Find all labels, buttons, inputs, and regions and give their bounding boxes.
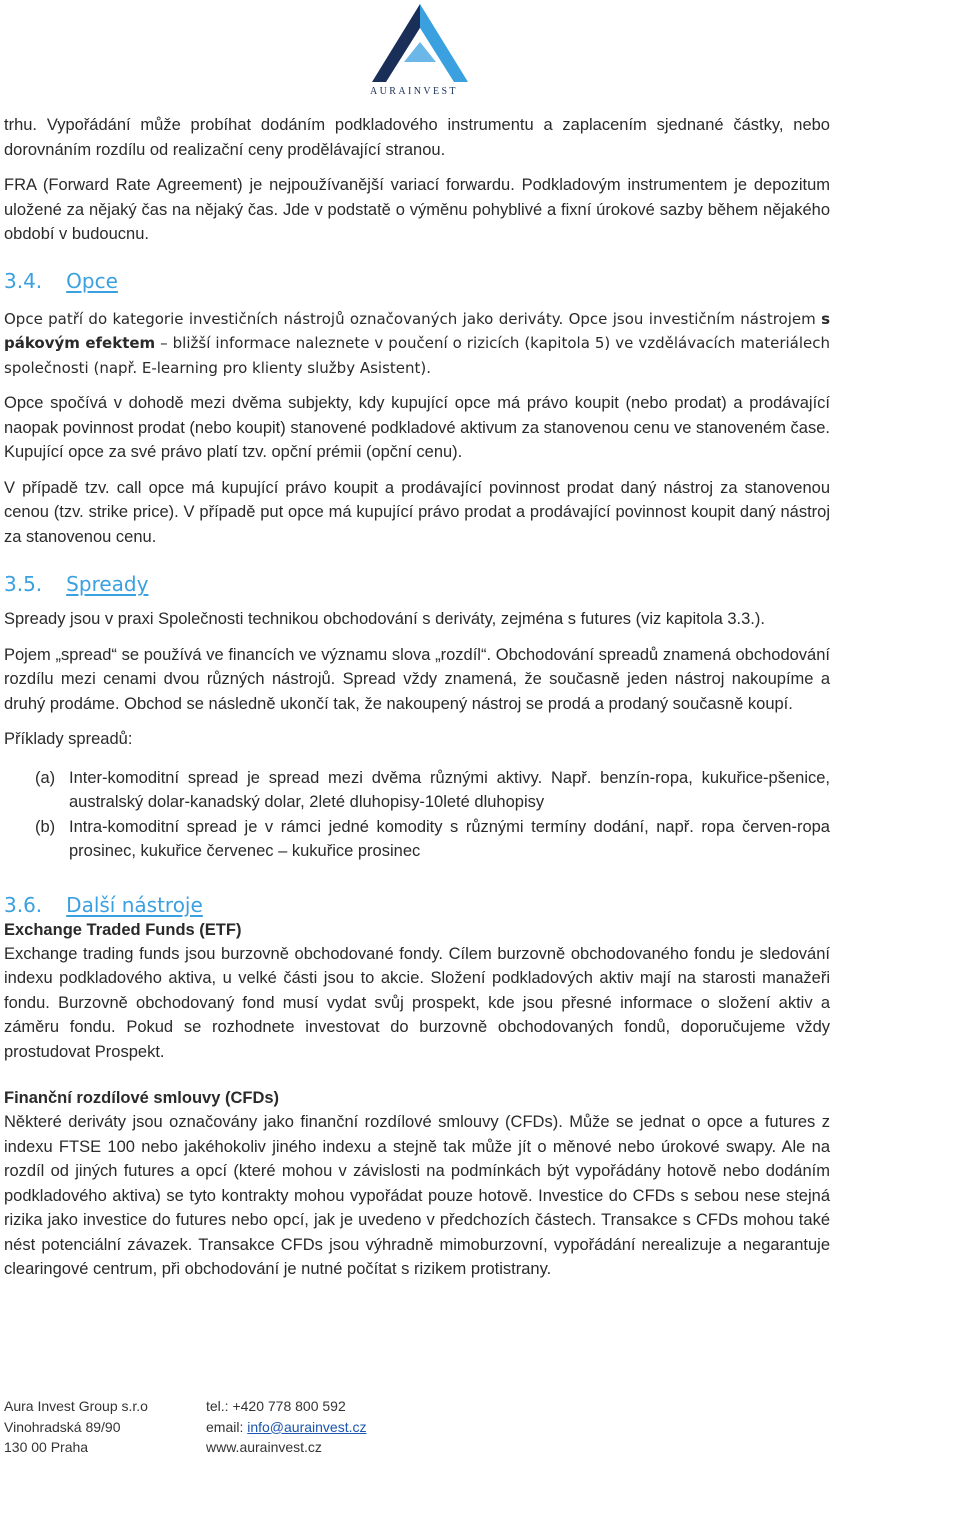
spready-paragraph-1: Spready jsou v praxi Společnosti technikou obchodování s deriváty, zejména s futures (viz kapitola 3.3.).	[4, 610, 765, 628]
section-title: Další nástroje	[66, 892, 203, 917]
intro-paragraph-1: trhu. Vypořádání může probíhat dodáním podkladového instrumentu a zaplacením sjednané částky, nebo dorovnáním rozdílu od realizační ceny prodělávající stranou.	[4, 116, 830, 159]
city-address: 130 00 Praha	[4, 1439, 89, 1455]
phone-number: tel.: +420 778 800 592	[206, 1398, 346, 1414]
opce-paragraph-1: Opce patří do kategorie investičních nástrojů označovaných jako deriváty. Opce jsou investičním nástrojem s pákovým efektem – bližší informace naleznete v poučení o rizicích (kapitola 5) ve vzdělávacích materiálech společnosti (např. E-learning pro klienty služby Asistent).	[4, 309, 831, 377]
email-link[interactable]: info@aurainvest.cz	[247, 1418, 367, 1435]
spready-examples-label: Příklady spreadů:	[4, 730, 133, 748]
street-address: Vinohradská 89/90	[4, 1418, 121, 1435]
opce-paragraph-3: V případě tzv. call opce má kupující právo koupit a prodávající povinnost prodat daný nástroj za stanovenou cenou (tzv. strike price). V případě put opce má kupující právo prodat a prodávající povinnost koupit daný nástroj za stanovenou cenu.	[4, 478, 830, 546]
list-item	[4, 815, 830, 864]
footer-address	[4, 1396, 148, 1458]
list-item-text: Inter-komoditní spread je spread mezi dvěma různými aktivy. Např. benzín-ropa, kukuřice-pšenice, australský dolar-kanadský dolar, 2leté dluhopisy-10leté dluhopisy	[69, 768, 830, 811]
company-name: Aura Invest Group s.r.o	[4, 1398, 148, 1414]
cfd-heading: Finanční rozdílové smlouvy (CFDs)	[4, 1089, 280, 1107]
list-item	[4, 766, 830, 815]
document-body	[4, 113, 830, 1282]
intro-paragraph-2	[4, 173, 830, 247]
list-item-text: Intra-komoditní spread je v rámci jedné komodity s různými termíny dodání, např. ropa červen-ropa prosinec, kukuřice červenec – kukuřice prosinec	[69, 817, 830, 860]
section-number: 3.6.	[4, 892, 43, 917]
logo-mark-icon	[344, 2, 484, 86]
section-title: Opce	[66, 268, 118, 293]
leverage-term: s pákovým efektem	[4, 309, 831, 352]
cfd-paragraph: Některé deriváty jsou označovány jako finanční rozdílové smlouvy (CFDs). Může se jednat o opce a futures z indexu FTSE 100 nebo jakéhokoliv jiného indexu a stejně tak může jít o měnové nebo úrokové swapy. Ale na rozdíl od jiných futures a opcí (které mohou v závislosti na podmínkách být vypořádány hotově nebo dodáním podkladového aktiva) se tyto kontrakty mohou vypořádat pouze hotově. Investice do CFDs s sebou nese stejná rizika jako investice do futures nebo opcí, jak je uvedeno v předchozích částech. Transakce s CFDs mohou také nést potenciální závazek. Transakce CFDs jsou výhradně mimoburzovní, vypořádání nerealizuje a negarantuje clearingové centrum, při obchodování je nutné počítat s rizikem protistrany.	[4, 1113, 830, 1278]
list-marker: (a)	[35, 768, 56, 787]
list-marker: (b)	[35, 817, 56, 836]
logo-wordmark: AURAINVEST	[370, 86, 458, 97]
opce-paragraph-2: Opce spočívá v dohodě mezi dvěma subjekty, kdy kupující opce má právo koupit (nebo prodat) a prodávající naopak povinnost prodat (nebo koupit) stanovené podkladové aktivum za stanovenou cenu ve stanoveném čase. Kupující opce za své právo platí tzv. opční prémii (opční cenu).	[4, 394, 830, 461]
section-heading-opce	[4, 268, 830, 294]
etf-paragraph: Exchange trading funds jsou burzovně obchodované fondy. Cílem burzovně obchodovaného fondu je sledování indexu podkladového aktiva, u velké části jsou to akcie. Složení podkladových aktiv mají na starosti manažeři fondu. Burzovně obchodovaný fond musí vydat svůj prospekt, kde jsou přesné informace o složení aktiv a záměru fondu. Pokud se rozhodnete investovat do burzovně obchodovaných fondů, doporučujeme vždy prostudovat Prospekt.	[4, 944, 830, 1061]
section-title: Spready	[66, 572, 149, 596]
etf-heading: Exchange Traded Funds (ETF)	[4, 920, 242, 939]
company-logo	[344, 2, 484, 98]
fra-explanation: Jde v podstatě o výměnu pohyblivé a fixní úrokové sazby během nějakého období v budoucnu.	[4, 200, 830, 243]
website: www.aurainvest.cz	[206, 1439, 322, 1455]
section-number: 3.4.	[4, 268, 43, 293]
footer-contact	[206, 1396, 367, 1458]
spready-paragraph-2: Pojem „spread“ se používá ve financích ve významu slova „rozdíl“. Obchodování spreadů znamená obchodování rozdílu mezi cenami dvou různých nástrojů. Spread vždy znamená, že současně jeden nástroj nakoupíme a druhý prodáme. Obchod se následně ukončí tak, že nakoupený nástroj se prodá a prodaný současně koupí.	[4, 645, 830, 713]
spread-examples-list	[4, 766, 830, 864]
email-line: email: info@aurainvest.cz	[206, 1418, 367, 1435]
section-heading-spready	[4, 571, 830, 597]
section-number: 3.5.	[4, 572, 43, 596]
fra-definition: FRA (Forward Rate Agreement) je nejpoužívanější variací forwardu. Podkladovým instrumentem je depozitum uložené za nějaký čas na nějaký čas.	[4, 176, 830, 219]
section-heading-dalsi	[4, 892, 830, 918]
